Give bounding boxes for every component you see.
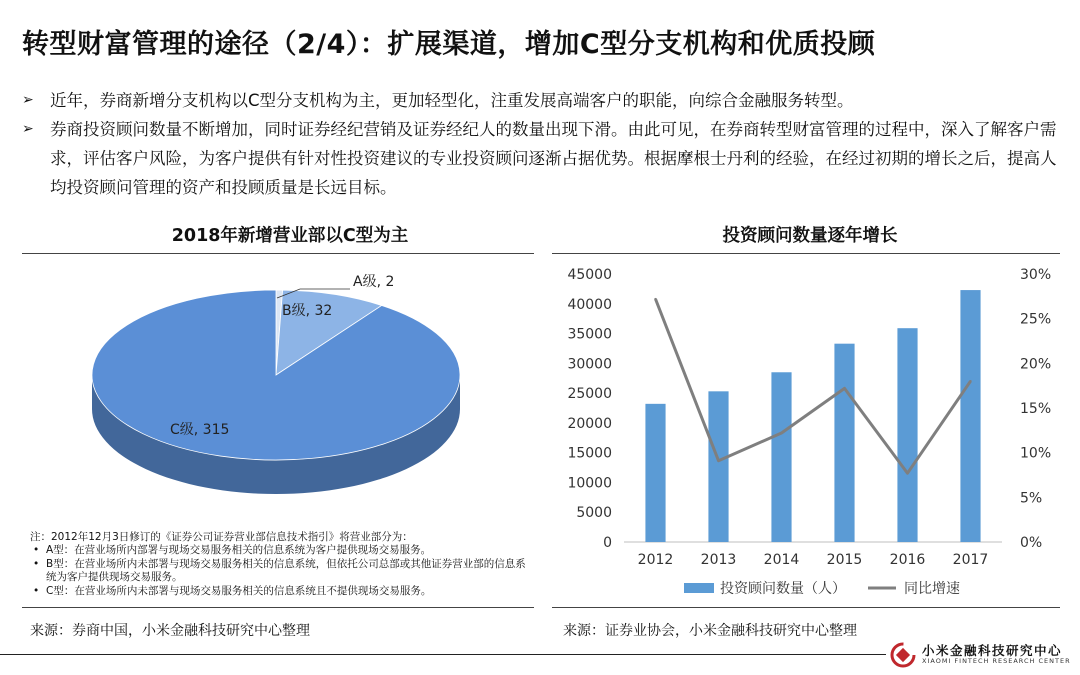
footnote-header: 注：2012年12月3日修订的《证券公司证券营业部信息技术指引》将营业部分为： — [30, 531, 413, 543]
right-source-divider — [552, 607, 1060, 608]
legend-bar-swatch — [684, 583, 714, 593]
bar-mark — [834, 344, 854, 542]
y-right-tick-label: 0% — [1020, 535, 1043, 551]
line-point — [969, 380, 971, 382]
x-tick-label: 2014 — [763, 552, 800, 568]
y-right-tick-label: 20% — [1020, 356, 1052, 373]
footnote-item: • B型：在营业场所内未部署与现场交易服务相关的信息系统，但依托公司总部或其他证券营业部的信息系统为客户提供现场交易服务。 — [30, 558, 530, 585]
y-left-tick-label: 25000 — [567, 386, 612, 403]
y-left-tick-label: 5000 — [576, 505, 612, 522]
footer-line — [0, 654, 886, 655]
y-left-tick-label: 20000 — [567, 415, 612, 432]
line-point — [654, 298, 656, 300]
line-point — [780, 432, 782, 434]
pie-chart-title: 2018年新增营业部以C型为主 — [171, 226, 409, 246]
x-tick-label: 2017 — [952, 552, 989, 568]
y-right-tick-label: 10% — [1020, 445, 1052, 462]
y-left-tick-label: 40000 — [567, 296, 612, 313]
combo-chart-title: 投资顾问数量逐年增长 — [722, 226, 898, 246]
footnote — [30, 531, 530, 598]
line-point — [717, 460, 719, 462]
slide-title: 转型财富管理的途径（2/4）：扩展渠道，增加C型分支机构和优质投顾 — [22, 29, 876, 60]
left-source-divider — [22, 607, 534, 608]
footnote-item: • C型：在营业场所内未部署与现场交易服务相关的信息系统且不提供现场交易服务。 — [30, 585, 530, 598]
x-tick-label: 2015 — [826, 552, 863, 568]
legend-line-label: 同比增速 — [904, 581, 960, 597]
footnote-item: • A型：在营业场所内部署与现场交易服务相关的信息系统为客户提供现场交易服务。 — [30, 544, 530, 557]
arrow-bullet-icon: ➢ — [22, 92, 34, 108]
y-left-tick-label: 45000 — [567, 267, 612, 283]
bullet-text: 券商投资顾问数量不断增加，同时证券经纪营销及证券经纪人的数量出现下滑。由此可见，在券商转型财富管理的过程中，深入了解客户需求，评估客户风险，为客户提供有针对性投资建议的专业投资顾问逐渐占据优势。根据摩根士丹利的经验，在经过初期的增长之后，提高人均投资顾问管理的资产和投顾质量是长远目标。 — [50, 120, 1057, 197]
y-left-tick-label: 35000 — [567, 326, 612, 343]
bar-mark — [771, 372, 791, 542]
left-source: 来源：券商中国，小米金融科技研究中心整理 — [30, 623, 310, 639]
y-left-tick-label: 10000 — [567, 475, 612, 492]
pie-data-label: C级, 315 — [170, 422, 230, 438]
line-point — [906, 472, 908, 474]
y-right-tick-label: 15% — [1020, 401, 1052, 417]
bar-mark — [708, 391, 728, 542]
bar-mark — [645, 404, 665, 542]
bar-mark — [960, 290, 980, 542]
brand-logo — [888, 640, 1071, 670]
legend-bar-label: 投资顾问数量（人） — [720, 581, 846, 597]
y-left-tick-label: 30000 — [567, 356, 612, 373]
x-tick-label: 2016 — [889, 552, 926, 568]
x-tick-label: 2013 — [700, 552, 737, 568]
pie-data-label: B级, 32 — [282, 303, 333, 319]
line-series — [656, 299, 971, 473]
y-left-tick-label: 15000 — [567, 445, 612, 462]
y-right-tick-label: 30% — [1020, 267, 1052, 283]
right-source: 来源：证券业协会，小米金融科技研究中心整理 — [563, 623, 857, 639]
logo-name-en: XIAOMI FINTECH RESEARCH CENTER — [922, 657, 1071, 665]
y-right-tick-label: 25% — [1020, 311, 1052, 328]
line-point — [843, 387, 845, 389]
pie-data-label: A级, 2 — [353, 274, 395, 290]
y-left-tick-label: 0 — [603, 535, 612, 551]
logo-mark-icon — [888, 640, 918, 670]
logo-name-cn: 小米金融科技研究中心 — [922, 643, 1063, 658]
y-right-tick-label: 5% — [1020, 490, 1043, 507]
bullet-text: 近年，券商新增分支机构以C型分支机构为主，更加轻型化，注重发展高端客户的职能，向综合金融服务转型。 — [50, 91, 854, 110]
x-tick-label: 2012 — [637, 552, 674, 568]
bar-mark — [897, 328, 917, 542]
arrow-bullet-icon: ➢ — [22, 121, 34, 137]
